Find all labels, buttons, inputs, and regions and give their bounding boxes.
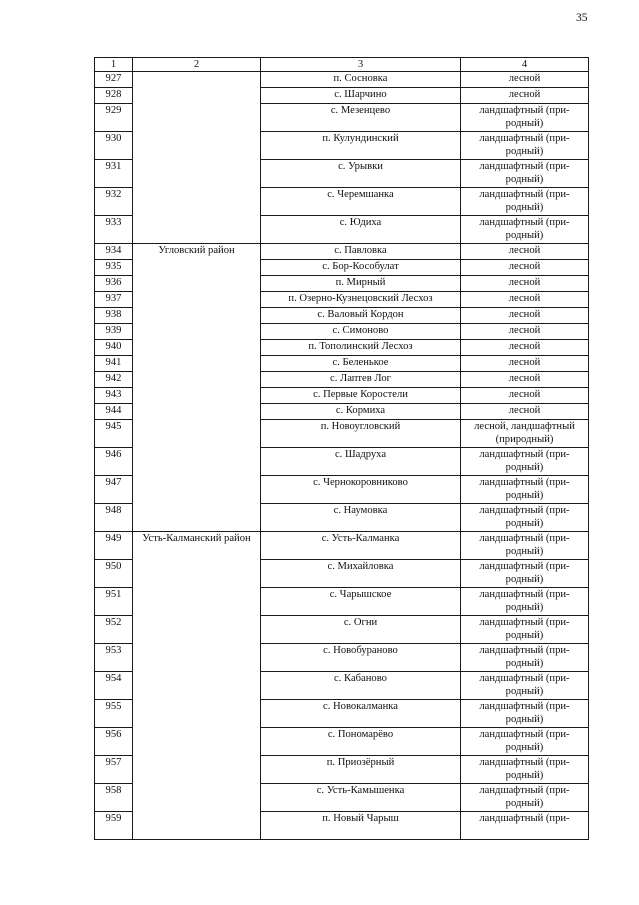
- row-number: 942: [95, 372, 133, 388]
- row-number: 956: [95, 728, 133, 756]
- header-col-3: 3: [261, 58, 461, 72]
- header-col-1: 1: [95, 58, 133, 72]
- settlement-name: с. Новокалманка: [261, 700, 461, 728]
- forest-type: лесной: [461, 72, 589, 88]
- row-number: 954: [95, 672, 133, 700]
- table-row: [95, 244, 589, 260]
- row-number: 959: [95, 812, 133, 840]
- row-number: 937: [95, 292, 133, 308]
- forest-type: лесной: [461, 308, 589, 324]
- settlement-name: с. Пономарёво: [261, 728, 461, 756]
- settlements-table: [94, 57, 589, 840]
- table-row: [95, 72, 589, 88]
- row-number: 940: [95, 340, 133, 356]
- settlement-name: с. Беленькое: [261, 356, 461, 372]
- row-number: 941: [95, 356, 133, 372]
- row-number: 950: [95, 560, 133, 588]
- row-number: 936: [95, 276, 133, 292]
- settlement-name: п. Приозёрный: [261, 756, 461, 784]
- district-name: [133, 72, 261, 244]
- settlement-name: с. Кормиха: [261, 404, 461, 420]
- row-number: 931: [95, 160, 133, 188]
- row-number: 934: [95, 244, 133, 260]
- row-number: 929: [95, 104, 133, 132]
- forest-type: лесной: [461, 404, 589, 420]
- settlement-name: с. Юдиха: [261, 216, 461, 244]
- forest-type: лесной: [461, 324, 589, 340]
- row-number: 935: [95, 260, 133, 276]
- row-number: 939: [95, 324, 133, 340]
- row-number: 930: [95, 132, 133, 160]
- settlement-name: п. Мирный: [261, 276, 461, 292]
- settlement-name: с. Шадруха: [261, 448, 461, 476]
- forest-type: ландшафтный (при-родный): [461, 476, 589, 504]
- forest-type: лесной: [461, 340, 589, 356]
- forest-type: ландшафтный (при-родный): [461, 448, 589, 476]
- row-number: 938: [95, 308, 133, 324]
- settlement-name: с. Новобураново: [261, 644, 461, 672]
- forest-type: ландшафтный (при-родный): [461, 784, 589, 812]
- settlement-name: п. Новый Чарыш: [261, 812, 461, 840]
- settlement-name: с. Наумовка: [261, 504, 461, 532]
- forest-type: ландшафтный (при-родный): [461, 756, 589, 784]
- settlement-name: п. Новоугловский: [261, 420, 461, 448]
- row-number: 952: [95, 616, 133, 644]
- forest-type: лесной: [461, 388, 589, 404]
- settlement-name: с. Первые Коростели: [261, 388, 461, 404]
- settlement-name: с. Урывки: [261, 160, 461, 188]
- settlement-name: с. Бор-Кособулат: [261, 260, 461, 276]
- forest-type: ландшафтный (при-родный): [461, 104, 589, 132]
- row-number: 948: [95, 504, 133, 532]
- forest-type: ландшафтный (при-родный): [461, 728, 589, 756]
- row-number: 947: [95, 476, 133, 504]
- row-number: 949: [95, 532, 133, 560]
- row-number: 927: [95, 72, 133, 88]
- row-number: 951: [95, 588, 133, 616]
- row-number: 943: [95, 388, 133, 404]
- forest-type: лесной: [461, 88, 589, 104]
- forest-type: ландшафтный (при-родный): [461, 588, 589, 616]
- forest-type: лесной: [461, 356, 589, 372]
- settlement-name: с. Кабаново: [261, 672, 461, 700]
- settlement-name: с. Чернокоровниково: [261, 476, 461, 504]
- forest-type: лесной, ландшафтный (природный): [461, 420, 589, 448]
- settlement-name: п. Сосновка: [261, 72, 461, 88]
- row-number: 958: [95, 784, 133, 812]
- row-number: 928: [95, 88, 133, 104]
- forest-type: ландшафтный (при-родный): [461, 132, 589, 160]
- row-number: 945: [95, 420, 133, 448]
- row-number: 953: [95, 644, 133, 672]
- district-name: Угловский район: [133, 244, 261, 532]
- forest-type: лесной: [461, 372, 589, 388]
- settlement-name: с. Лаптев Лог: [261, 372, 461, 388]
- forest-type: лесной: [461, 292, 589, 308]
- settlement-name: п. Кулундинский: [261, 132, 461, 160]
- header-col-2: 2: [133, 58, 261, 72]
- settlement-name: с. Мезенцево: [261, 104, 461, 132]
- row-number: 933: [95, 216, 133, 244]
- settlement-name: с. Михайловка: [261, 560, 461, 588]
- row-number: 944: [95, 404, 133, 420]
- forest-type: ландшафтный (при-: [461, 812, 589, 840]
- settlement-name: п. Озерно-Кузнецовский Лесхоз: [261, 292, 461, 308]
- settlement-name: п. Тополинский Лесхоз: [261, 340, 461, 356]
- district-name: Усть-Калманский район: [133, 532, 261, 840]
- row-number: 955: [95, 700, 133, 728]
- forest-type: ландшафтный (при-родный): [461, 160, 589, 188]
- settlement-name: с. Шарчино: [261, 88, 461, 104]
- row-number: 957: [95, 756, 133, 784]
- settlement-name: с. Черемшанка: [261, 188, 461, 216]
- header-col-4: 4: [461, 58, 589, 72]
- table-row: [95, 532, 589, 560]
- header-row: [95, 58, 589, 72]
- forest-type: ландшафтный (при-родный): [461, 644, 589, 672]
- forest-type: ландшафтный (при-родный): [461, 700, 589, 728]
- settlement-name: с. Валовый Кордон: [261, 308, 461, 324]
- settlement-name: с. Огни: [261, 616, 461, 644]
- forest-type: лесной: [461, 276, 589, 292]
- forest-type: ландшафтный (при-родный): [461, 616, 589, 644]
- row-number: 932: [95, 188, 133, 216]
- settlement-name: с. Павловка: [261, 244, 461, 260]
- forest-type: ландшафтный (при-родный): [461, 504, 589, 532]
- forest-type: ландшафтный (при-родный): [461, 188, 589, 216]
- forest-type: лесной: [461, 244, 589, 260]
- forest-type: ландшафтный (при-родный): [461, 532, 589, 560]
- settlement-name: с. Чарышское: [261, 588, 461, 616]
- forest-type: лесной: [461, 260, 589, 276]
- page-number: 35: [576, 12, 588, 24]
- settlement-name: с. Симоново: [261, 324, 461, 340]
- settlement-name: с. Усть-Камышенка: [261, 784, 461, 812]
- forest-type: ландшафтный (при-родный): [461, 672, 589, 700]
- forest-type: ландшафтный (при-родный): [461, 216, 589, 244]
- forest-type: ландшафтный (при-родный): [461, 560, 589, 588]
- row-number: 946: [95, 448, 133, 476]
- settlement-name: с. Усть-Калманка: [261, 532, 461, 560]
